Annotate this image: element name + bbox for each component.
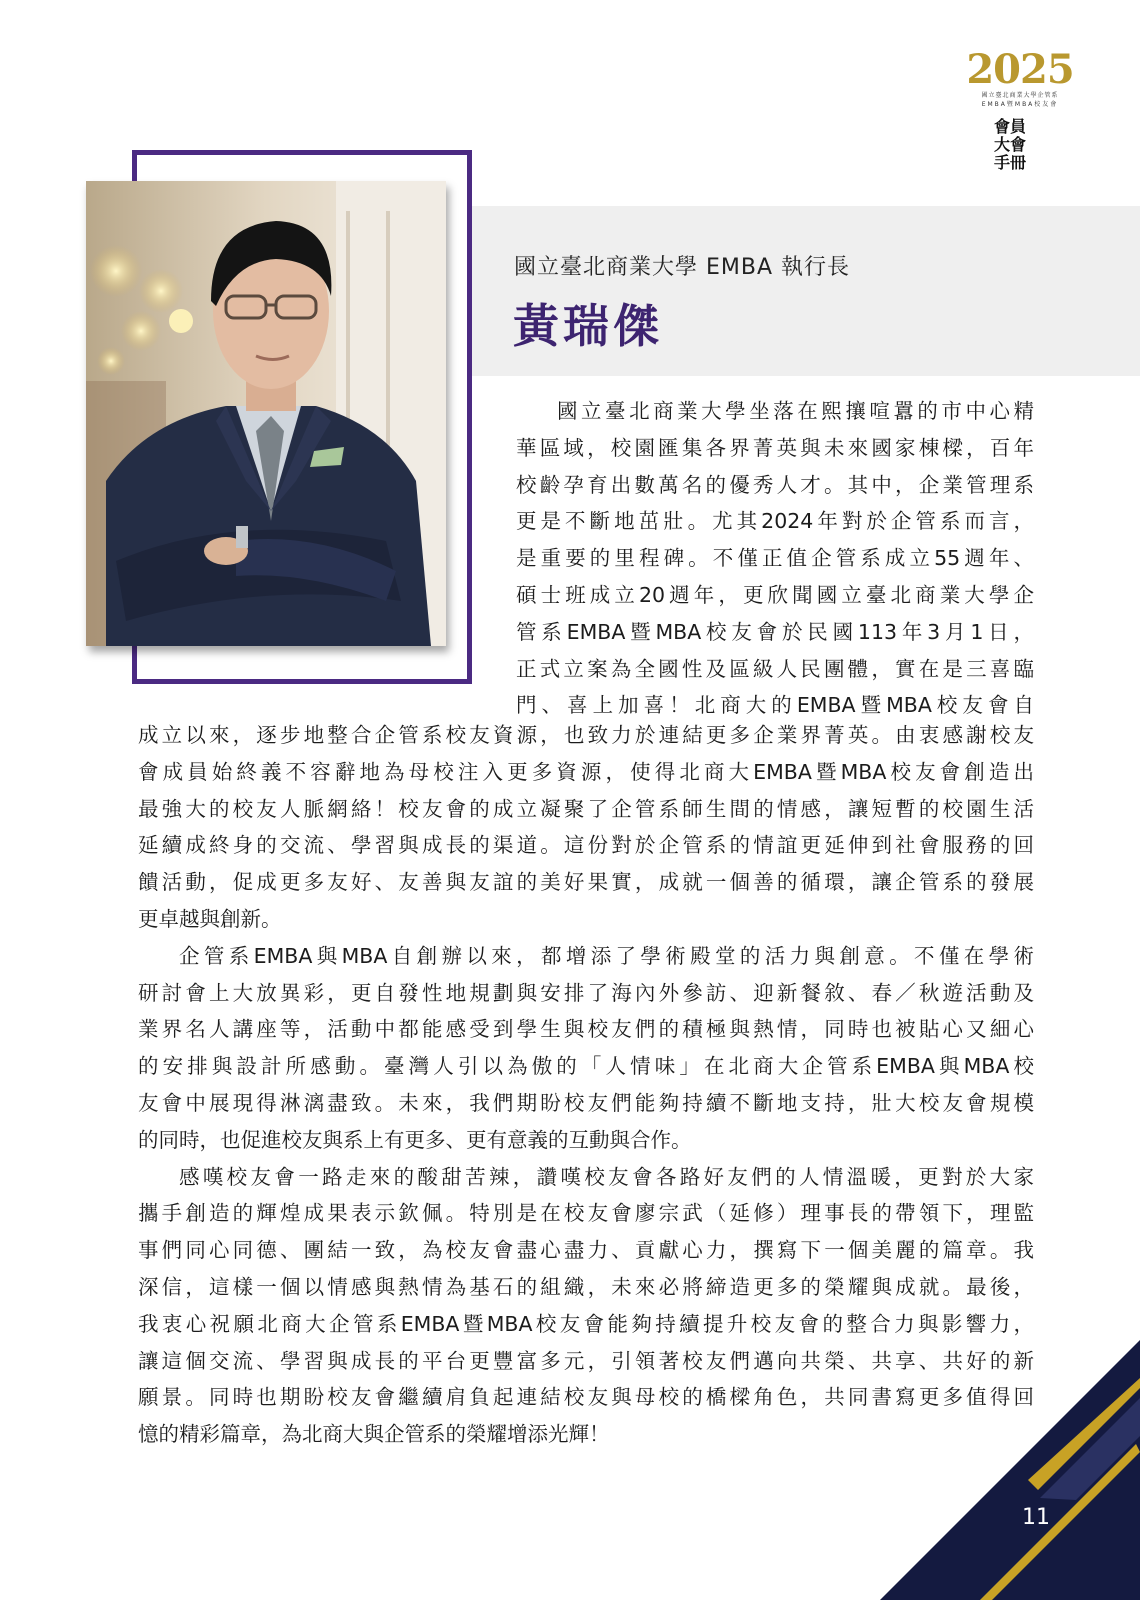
text-line: 管系EMBA暨MBA校友會於民國113年3月1日，: [516, 619, 1034, 644]
logo-title-line: 會員: [993, 117, 1026, 136]
text-line: 是重要的里程碑。不僅正值企管系成立55週年、: [516, 546, 1034, 571]
text-line: 碩士班成立20週年，更欣聞國立臺北商業大學企: [516, 582, 1034, 607]
text-line: 校齡孕育出數萬名的優秀人才。其中，企業管理系: [516, 472, 1034, 497]
logo-title-line: 大會: [993, 135, 1026, 154]
text-line: 我衷心祝願北商大企管系EMBA暨MBA校友會能夠持續提升校友會的整合力與影響力，: [138, 1311, 1034, 1336]
text-line: 友會中展現得淋漓盡致。未來，我們期盼校友們能夠持續不斷地支持，壯大校友會規模: [138, 1090, 1034, 1115]
portrait-photo: [86, 181, 446, 646]
text-line: 饋活動，促成更多友好、友善與友誼的美好果實，成就一個善的循環，讓企管系的發展: [138, 870, 1034, 895]
text-line: 攜手創造的輝煌成果表示欽佩。特別是在校友會廖宗武（延修）理事長的帶領下，理監: [138, 1201, 1034, 1226]
text-line: 正式立案為全國性及區級人民團體，實在是三喜臨: [516, 656, 1034, 681]
author-name: 黃瑞傑: [513, 299, 663, 353]
text-line: 延續成終身的交流、學習與成長的渠道。這份對於企管系的情誼更延伸到社會服務的回: [138, 833, 1034, 858]
text-line: 願景。同時也期盼校友會繼續肩負起連結校友與母校的橋樑角色，共同書寫更多值得回: [138, 1385, 1034, 1410]
handbook-logo: [960, 46, 1080, 108]
text-line: 最強大的校友人脈網絡！校友會的成立凝聚了企管系師生間的情感，讓短暫的校園生活: [138, 796, 1034, 821]
logo-org-line-2: EMBA暨MBA校友會: [981, 101, 1059, 108]
text-line: 的安排與設計所感動。臺灣人引以為傲的「人情味」在北商大企管系EMBA與MBA校: [138, 1054, 1034, 1079]
logo-title-line: 手冊: [993, 153, 1026, 172]
text-line: 感嘆校友會一路走來的酸甜苦辣，讚嘆校友會各路好友們的人情溫暖，更對於大家: [179, 1164, 1034, 1189]
logo-org-line: 國立臺北商業大學企管系: [981, 92, 1059, 99]
author-role: 國立臺北商業大學 EMBA 執行長: [514, 255, 851, 280]
text-line: 深信，這樣一個以情感與熱情為基石的組織，未來必將締造更多的榮耀與成就。最後，: [138, 1274, 1034, 1299]
corner-decoration: [880, 1340, 1140, 1600]
text-line: 門、喜上加喜！北商大的EMBA暨MBA校友會自: [516, 693, 1034, 718]
logo-year: 2025: [966, 46, 1074, 93]
text-line: 憶的精彩篇章，為北商大與企管系的榮耀增添光輝！: [138, 1422, 610, 1447]
text-line: 更是不斷地茁壯。尤其2024年對於企管系而言，: [516, 509, 1034, 534]
logo-title: [990, 118, 1030, 172]
text-line: 國立臺北商業大學坐落在熙攘喧囂的市中心精: [557, 399, 1034, 423]
text-line: 成立以來，逐步地整合企管系校友資源，也致力於連結更多企業界菁英。由衷感謝校友: [138, 723, 1034, 747]
article-intro: [516, 393, 1034, 724]
page-number: 11: [1022, 1505, 1050, 1530]
text-line: 讓這個交流、學習與成長的平台更豐富多元，引領著校友們邁向共榮、共享、共好的新: [138, 1348, 1034, 1373]
text-line: 研討會上大放異彩，更自發性地規劃與安排了海內外參訪、迎新餐敘、春／秋遊活動及: [138, 980, 1034, 1005]
text-line: 企管系EMBA與MBA自創辦以來，都增添了學術殿堂的活力與創意。不僅在學術: [179, 943, 1034, 968]
text-line: 事們同心同德、團結一致，為校友會盡心盡力、貢獻心力，撰寫下一個美麗的篇章。我: [138, 1238, 1034, 1263]
text-line: 更卓越與創新。: [138, 906, 282, 931]
text-line: 業界名人講座等，活動中都能感受到學生與校友們的積極與熱情，同時也被貼心又細心: [138, 1017, 1034, 1042]
text-line: 的同時，也促進校友與系上有更多、更有意義的互動與合作。: [138, 1127, 692, 1152]
text-line: 華區域，校園匯集各界菁英與未來國家棟樑，百年: [516, 435, 1034, 460]
text-line: 會成員始終義不容辭地為母校注入更多資源，使得北商大EMBA暨MBA校友會創造出: [138, 759, 1034, 784]
